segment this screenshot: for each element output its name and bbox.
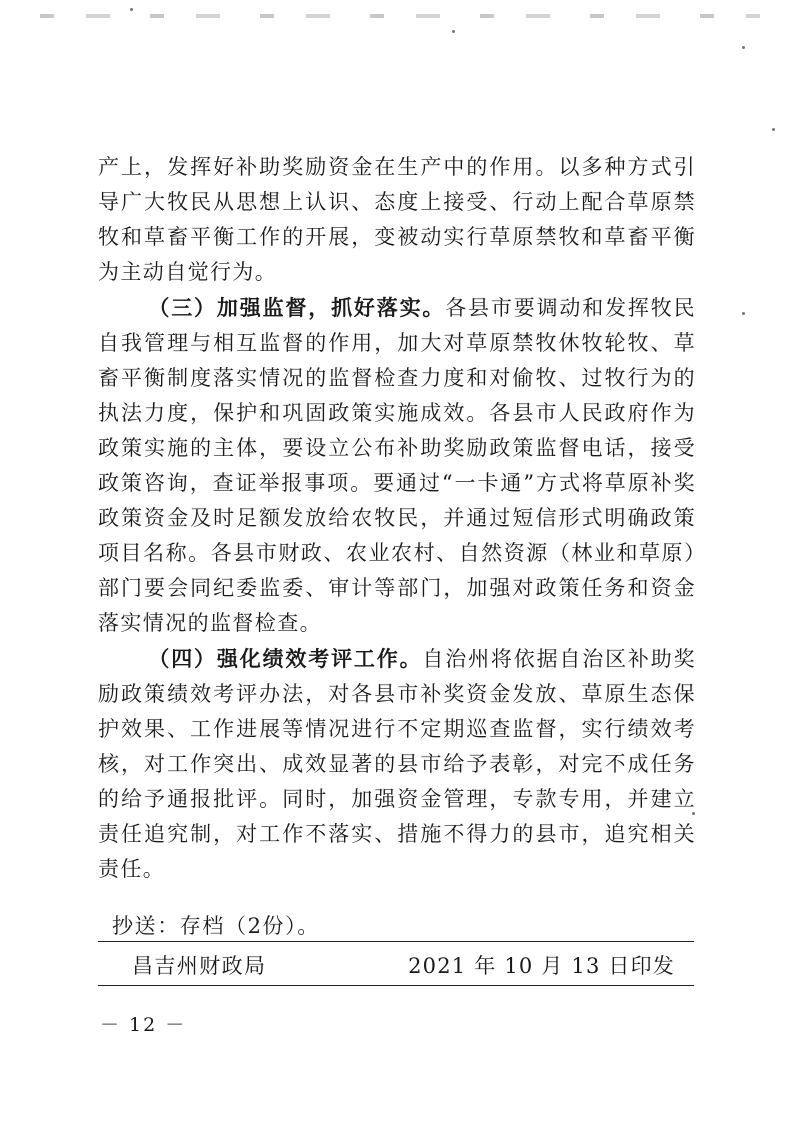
paragraph-heading: （四）强化绩效考评工作。 bbox=[148, 646, 423, 671]
footer-divider bbox=[98, 985, 694, 986]
issue-date: 2021 年 10 月 13 日印发 bbox=[408, 954, 675, 978]
paragraph-supervision bbox=[98, 290, 696, 641]
page-number: － 12 － bbox=[100, 1014, 187, 1036]
paragraph-performance bbox=[98, 641, 696, 887]
scan-artifact bbox=[742, 312, 745, 315]
paragraph-heading: （三）加强监督，抓好落实。 bbox=[148, 295, 446, 320]
paragraph-text: 自治州将依据自治区补助奖励政策绩效考评办法，对各县市补奖资金发放、草原生态保护效果、工作进展等情况进行不定期巡查监督，实行绩效考核，对工作突出、成效显著的县市给予表彰，对完不成任务的给予通报批评。同时，加强资金管理，专款专用，并建立责任追究制，对工作不落实、措施不得力的县市，追究相关责任。 bbox=[98, 647, 696, 881]
footer-divider bbox=[98, 941, 694, 942]
body-text bbox=[98, 150, 696, 887]
issuer-name: 昌吉州财政局 bbox=[132, 954, 267, 978]
scan-artifact bbox=[40, 14, 760, 18]
paragraph-text: 产上，发挥好补助奖励资金在生产中的作用。以多种方式引导广大牧民从思想上认识、态度上接受、行动上配合草原禁牧和草畜平衡工作的开展，变被动实行草原禁牧和草畜平衡为主动自觉行为。 bbox=[98, 155, 696, 284]
paragraph-text: 各县市要调动和发挥牧民自我管理与相互监督的作用，加大对草原禁牧休牧轮牧、草畜平衡制度落实情况的监督检查力度和对偷牧、过牧行为的执法力度，保护和巩固政策实施成效。各县市人民政府作为政策实施的主体，要设立公布补助奖励政策监督电话，接受政策咨询，查证举报事项。要通过“一卡通”方式将草原补奖政策资金及时足额发放给农牧民，并通过短信形式明确政策项目名称。各县市财政、农业农村、自然资源（林业和草原）部门要会同纪委监委、审计等部门，加强对政策任务和资金落实情况的监督检查。 bbox=[98, 296, 696, 635]
scan-artifact bbox=[130, 8, 133, 11]
paragraph-continuation bbox=[98, 150, 696, 290]
cc-line: 抄送：存档（2份）。 bbox=[112, 914, 320, 938]
scan-artifact bbox=[772, 128, 775, 131]
scan-artifact bbox=[452, 30, 455, 33]
scan-artifact bbox=[742, 46, 745, 49]
